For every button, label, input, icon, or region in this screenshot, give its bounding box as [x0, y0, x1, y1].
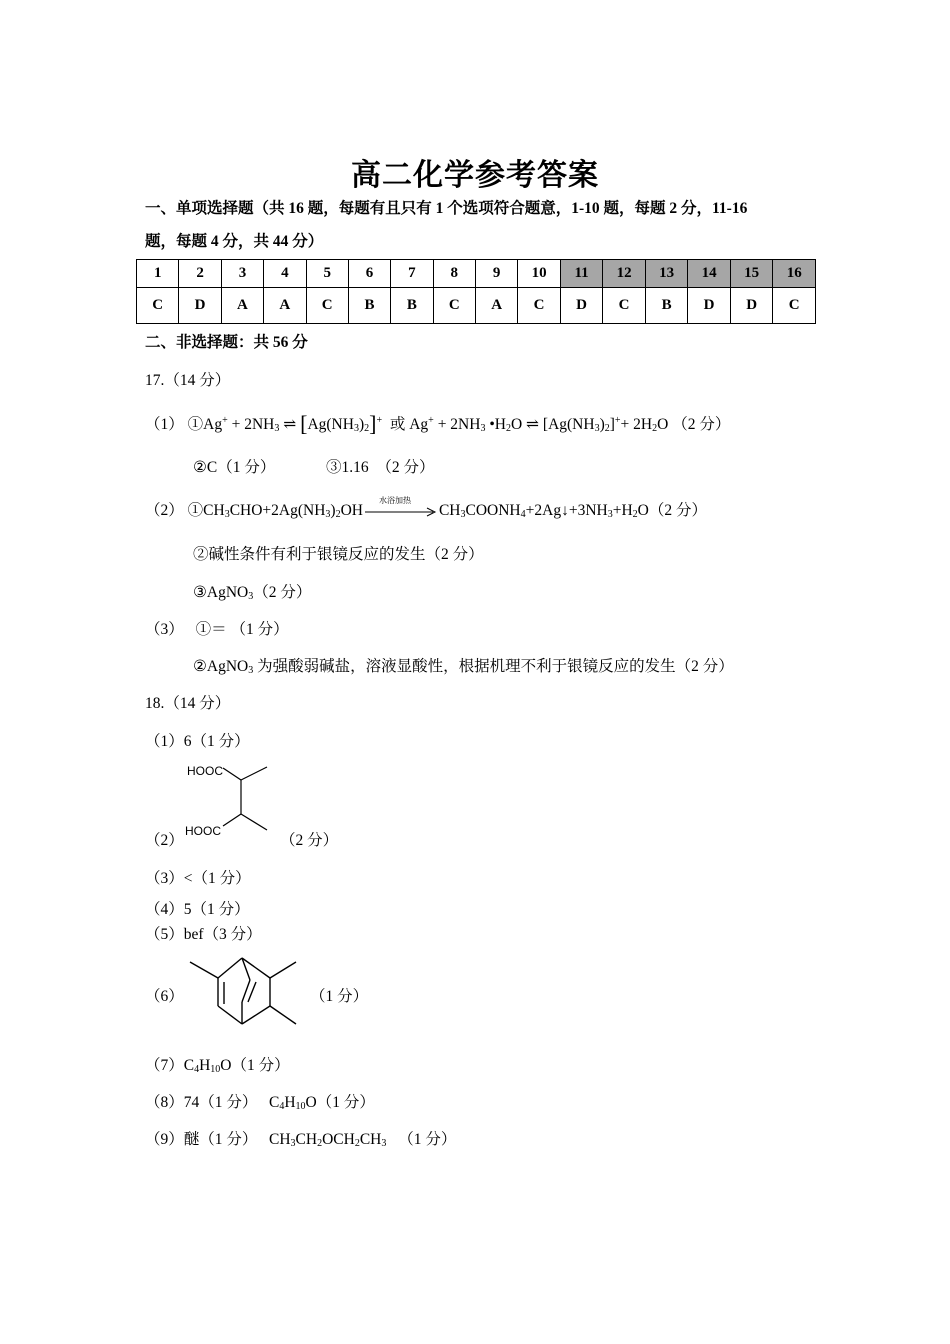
answer-cell: C [137, 288, 179, 324]
part-number: （2） [145, 502, 184, 519]
answer-cell: D [688, 288, 731, 324]
q17-part3-answer-a: （3） ①＝ （1 分） [145, 621, 289, 638]
question-number: 7 [391, 260, 433, 288]
page-title: 高二化学参考答案 [351, 159, 599, 192]
question-number: 2 [179, 260, 221, 288]
q17-header: 17.（14 分） [145, 372, 231, 389]
answer-table [136, 259, 816, 324]
dicarboxylic-acid-structure [183, 758, 283, 840]
answer-cell: A [475, 288, 517, 324]
question-number: 9 [475, 260, 517, 288]
answer-cell: D [179, 288, 221, 324]
q18-part2-number: （2） [145, 832, 184, 849]
answer-cell: C [603, 288, 646, 324]
reaction-condition: 水浴加热 [378, 496, 411, 506]
question-number: 10 [518, 260, 561, 288]
question-number: 3 [221, 260, 263, 288]
part-number: （3） [145, 621, 184, 638]
q18-part5-answer: （5）bef（3 分） [145, 926, 262, 943]
section1-heading-line1: 一、单项选择题（共 16 题，每题有且只有 1 个选项符合题意，1-10 题，每题 2 分，11-16 [145, 200, 748, 217]
q17-part1-answer-a: （1） ①Ag+ + $2NH_3$ ⇌ $[Ag(NH_3)_2]^+$ 或 $Ag^+ + 2NH_3$ $•H_2O$ ⇌ $[Ag(NH_3)_2]^++ 2H_2O$ （2 分） [145, 411, 731, 436]
answer-cell: B [391, 288, 433, 324]
answer-cell: C [433, 288, 475, 324]
q18-part4-answer: （4）5（1 分） [145, 901, 250, 918]
answer-cell: D [560, 288, 602, 324]
answer-cell: A [264, 288, 306, 324]
q18-part7-answer: $(7)C_4H_{10}O(1$ 分） [145, 1057, 290, 1075]
answer-cell: D [730, 288, 773, 324]
equilibrium-arrow: ⇌ [283, 416, 297, 433]
question-number: 11 [560, 260, 602, 288]
q17-part2-answer-a: （2） $①CH_3CHO+2Ag(NH_3)_2OH$ 水浴加热 $CH_3COONH_4+2Ag↓+3NH_3+H_2O(2$ 分） [145, 496, 707, 520]
question-number: 14 [688, 260, 731, 288]
answer-table-number-row [137, 260, 816, 288]
question-number: 15 [730, 260, 773, 288]
equilibrium-arrow: ⇌ [526, 416, 540, 433]
question-number: 6 [348, 260, 390, 288]
question-number: 12 [603, 260, 646, 288]
carboxyl-label-bottom: HOOC [185, 824, 221, 838]
answer-cell: C [306, 288, 348, 324]
q18-part9-answer: （9）醚（1 分） $CH_3CH_2OCH_2CH_3$ （1 分） [145, 1131, 457, 1149]
question-number: 1 [137, 260, 179, 288]
question-number: 5 [306, 260, 348, 288]
reaction-arrow [363, 496, 439, 518]
q17-part1-answer-b: ②C（1 分） [193, 459, 276, 476]
question-number: 8 [433, 260, 475, 288]
q17-part3-answer-b: ②AgNO$_3$ 为强酸弱碱盐，溶液显酸性，根据机理不利于银镜反应的发生（2 分） [193, 658, 734, 676]
answer-cell: B [348, 288, 390, 324]
answer-table-answer-row [137, 288, 816, 324]
q18-part2-score: （2 分） [280, 832, 339, 849]
question-number: 4 [264, 260, 306, 288]
answer-cell: B [645, 288, 688, 324]
q18-part3-answer: （3）<（1 分） [145, 870, 251, 887]
answer-cell: A [221, 288, 263, 324]
q18-header: 18.（14 分） [145, 695, 231, 712]
question-number: 13 [645, 260, 688, 288]
bicyclic-alkene-structure [186, 952, 304, 1030]
section2-heading: 二、非选择题：共 56 分 [145, 334, 308, 351]
q17-part1-answer-c: ③1.16 （2 分） [326, 459, 435, 476]
q18-part8-answer: （8）74（1 分） $C_4H_{10}O(1$ 分） [145, 1094, 375, 1112]
q18-part1-answer: （1）6（1 分） [145, 733, 250, 750]
q17-part2-answer-b: ②碱性条件有利于银镜反应的发生（2 分） [193, 546, 484, 563]
section1-heading-line2: 题，每题 4 分，共 44 分） [145, 233, 324, 250]
part-number: （1） [145, 416, 184, 433]
carboxyl-label-top: HOOC [187, 764, 223, 778]
answer-cell: C [773, 288, 816, 324]
answer-cell: C [518, 288, 561, 324]
question-number: 16 [773, 260, 816, 288]
q18-part6-score: （1 分） [310, 988, 369, 1005]
q17-part2-answer-c: ③AgNO$_3$（2 分） [193, 584, 312, 602]
q18-part6-number: （6） [145, 988, 184, 1005]
